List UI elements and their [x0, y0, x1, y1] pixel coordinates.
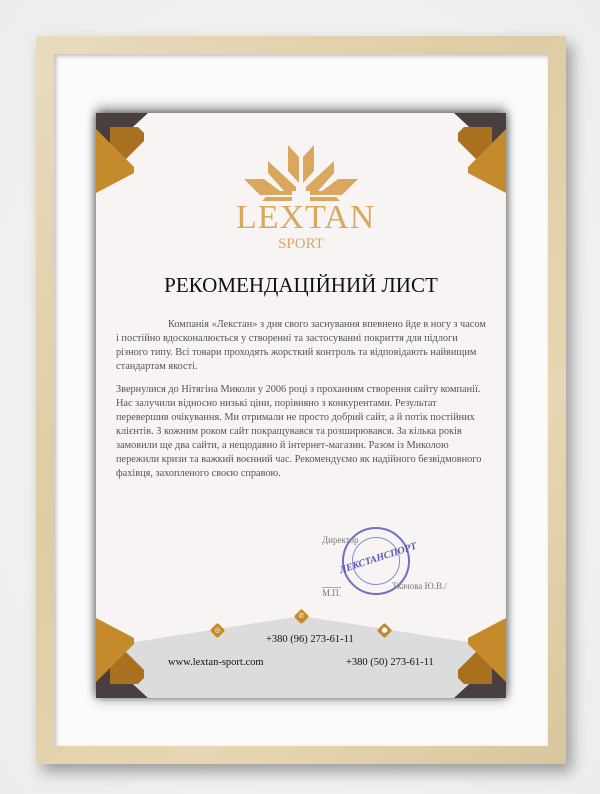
stamp-text: ЛЕКСТАНСПОРТ — [338, 540, 419, 577]
footer-phone-2: +380 (50) 273-61-11 — [346, 657, 434, 668]
frame-mat — [54, 54, 548, 746]
signature-role: Директор — [322, 535, 359, 545]
corner-ornament-top-right — [436, 113, 506, 193]
paragraph-recommendation: Звернулися до Нітягіна Миколи у 2006 році з проханням створення сайту компанії. Нас залучили відносно низькі ціни, порівняно з конкурентами. Результат перевершив очікування. Ми отримали не просто добрий сайт, а й потік постійних клієнтів. З кожним роком сайт покращувався та розширювався. За кілька років замовили ще два сайти, а нещодавно й інтернет-магазин. Разом із Миколою пережили кризи та важкий воєнний час. Рекомендуємо як надійного безвідмовного фахівця, захопленого своєю справою. — [116, 384, 482, 479]
corner-ornament-bottom-left — [96, 618, 166, 698]
footer-website[interactable]: www.lextan-sport.com — [168, 657, 264, 668]
seal-label: М.П. — [322, 588, 342, 598]
brand-logo — [236, 143, 376, 253]
lotus-logo-icon — [236, 143, 366, 201]
brand-subtitle: SPORT — [278, 236, 324, 252]
signatory-name: Ткачова Ю.В./ — [392, 581, 447, 591]
paragraph-intro: Компанія «Лекстан» з дня свого заснування впевнено йде в ногу з часом і постійно вдосконалюється у створенні та застосуванні покриття для підлоги різного типу. Всі товари проходять жорсткий контроль та відповідають найвищим стандартам якості. — [116, 319, 486, 372]
location-pin-icon: ● — [377, 623, 393, 639]
corner-ornament-top-left — [96, 113, 166, 193]
phone-icon: ✆ — [294, 609, 310, 625]
document-title: РЕКОМЕНДАЦІЙНИЙ ЛИСТ — [164, 273, 438, 297]
signature-block — [322, 525, 452, 605]
recommendation-letter — [96, 113, 506, 698]
globe-icon: ◎ — [210, 623, 226, 639]
footer-phone-1: +380 (96) 273-61-11 — [266, 634, 354, 645]
corner-ornament-bottom-right — [436, 618, 506, 698]
brand-name: LEXTAN — [236, 199, 376, 236]
picture-frame — [36, 36, 566, 764]
